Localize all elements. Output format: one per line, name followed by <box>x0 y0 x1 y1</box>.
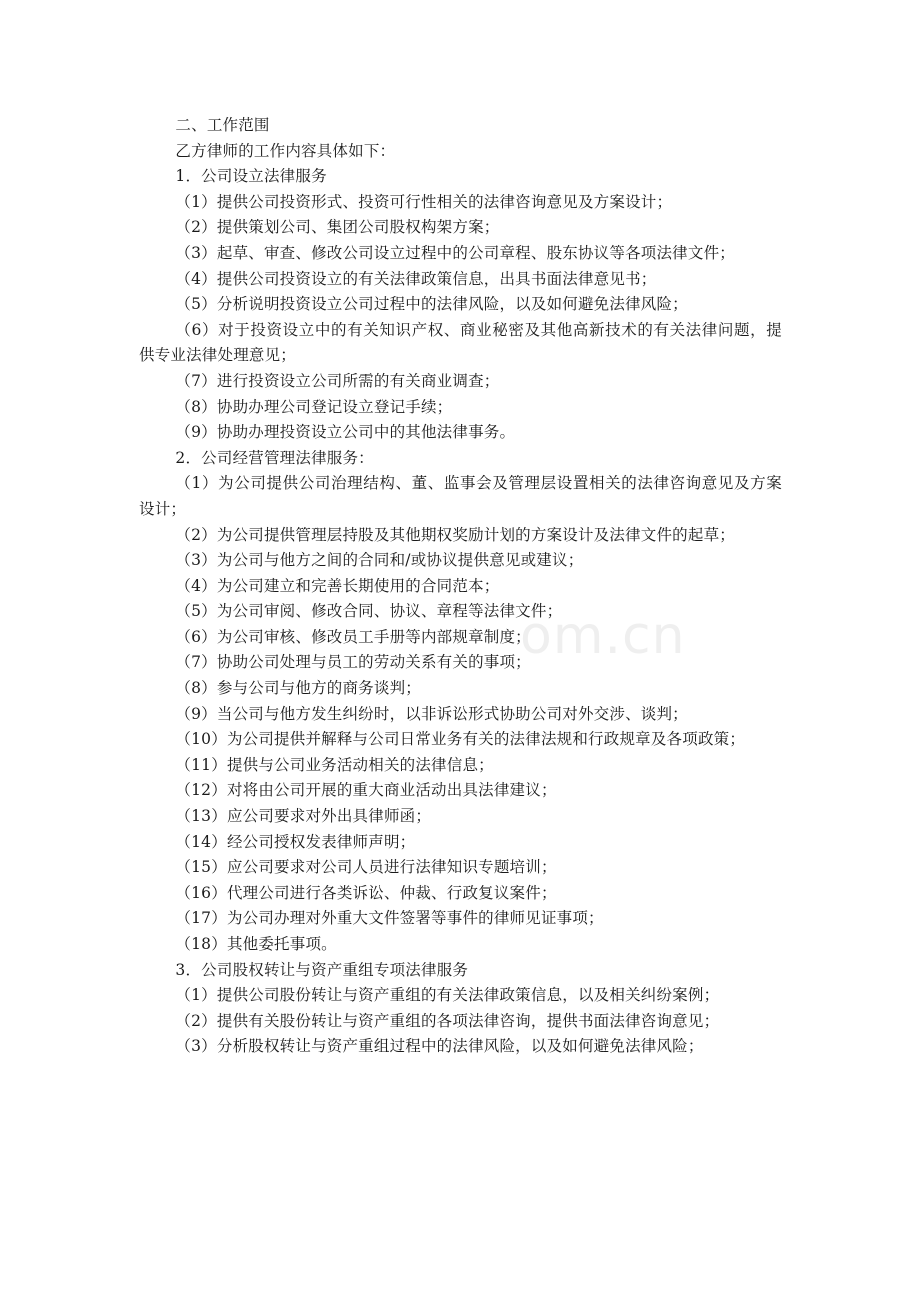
list-item: （12）对将由公司开展的重大商业活动出具法律建议； <box>175 781 557 800</box>
list-item: （3）为公司与他方之间的合同和/或协议提供意见或建议； <box>175 551 584 570</box>
list-item: （2）提供策划公司、集团公司股权构架方案； <box>175 218 500 237</box>
list-item: （4）为公司建立和完善长期使用的合同范本； <box>175 576 500 595</box>
list-item: （15）应公司要求对公司人员进行法律知识专题培训； <box>175 858 557 877</box>
list-item: （3）起草、审查、修改公司设立过程中的公司章程、股东协议等各项法律文件； <box>175 243 735 262</box>
section-heading: 二、工作范围 <box>175 116 270 134</box>
subsection-heading: 3．公司股权转让与资产重组专项法律服务 <box>175 960 469 979</box>
list-item: （8）参与公司与他方的商务谈判； <box>175 679 421 698</box>
list-item: （18）其他委托事项。 <box>175 935 337 953</box>
list-item: （16）代理公司进行各类诉讼、仲裁、行政复议案件； <box>175 883 557 902</box>
list-item: （8）协助办理公司登记设立登记手续； <box>175 397 453 416</box>
list-item: （7）进行投资设立公司所需的有关商业调查； <box>175 371 500 390</box>
list-item: （3）分析股权转让与资产重组过程中的法律风险，以及如何避免法律风险； <box>175 1037 704 1056</box>
list-item: （9）协助办理投资设立公司中的其他法律事务。 <box>175 423 516 442</box>
list-item: （5）为公司审阅、修改合同、协议、章程等法律文件； <box>175 602 563 621</box>
list-item: （9）当公司与他方发生纠纷时，以非诉讼形式协助公司对外交涉、谈判； <box>175 704 688 723</box>
list-item: （1）为公司提供公司治理结构、董、监事会及管理层设置相关的法律咨询意见及方案设计； <box>139 474 782 518</box>
list-item: （4）提供公司投资设立的有关法律政策信息，出具书面法律意见书； <box>175 269 657 288</box>
list-item: （11）提供与公司业务活动相关的法律信息； <box>175 755 494 774</box>
subsection-heading: 1．公司设立法律服务 <box>175 167 327 186</box>
list-item: （6）对于投资设立中的有关知识产权、商业秘密及其他高新技术的有关法律问题，提供专业法律处理意见； <box>139 320 782 365</box>
list-item: （2）为公司提供管理层持股及其他期权奖励计划的方案设计及法律文件的起草； <box>175 525 735 544</box>
list-item: （7）协助公司处理与员工的劳动关系有关的事项； <box>175 653 531 672</box>
list-item: （1）提供公司股份转让与资产重组的有关法律政策信息，以及相关纠纷案例； <box>175 986 720 1005</box>
list-item: （14）经公司授权发表律师声明； <box>175 832 416 851</box>
subsection-heading: 2．公司经营管理法律服务： <box>175 448 374 467</box>
list-item: （13）应公司要求对外出具律师函； <box>175 807 432 826</box>
list-item: （6）为公司审核、修改员工手册等内部规章制度； <box>175 627 531 646</box>
watermark: om.cn <box>520 606 686 666</box>
document-body <box>139 113 782 1060</box>
list-item: （5）分析说明投资设立公司过程中的法律风险，以及如何避免法律风险； <box>175 295 688 314</box>
list-item: （1）提供公司投资形式、投资可行性相关的法律咨询意见及方案设计； <box>175 192 673 211</box>
intro-paragraph: 乙方律师的工作内容具体如下： <box>175 141 396 160</box>
list-item: （2）提供有关股份转让与资产重组的各项法律咨询，提供书面法律咨询意见； <box>175 1011 720 1030</box>
list-item: （10）为公司提供并解释与公司日常业务有关的法律法规和行政规章及各项政策； <box>175 730 746 749</box>
list-item: （17）为公司办理对外重大文件签署等事件的律师见证事项； <box>175 909 604 928</box>
